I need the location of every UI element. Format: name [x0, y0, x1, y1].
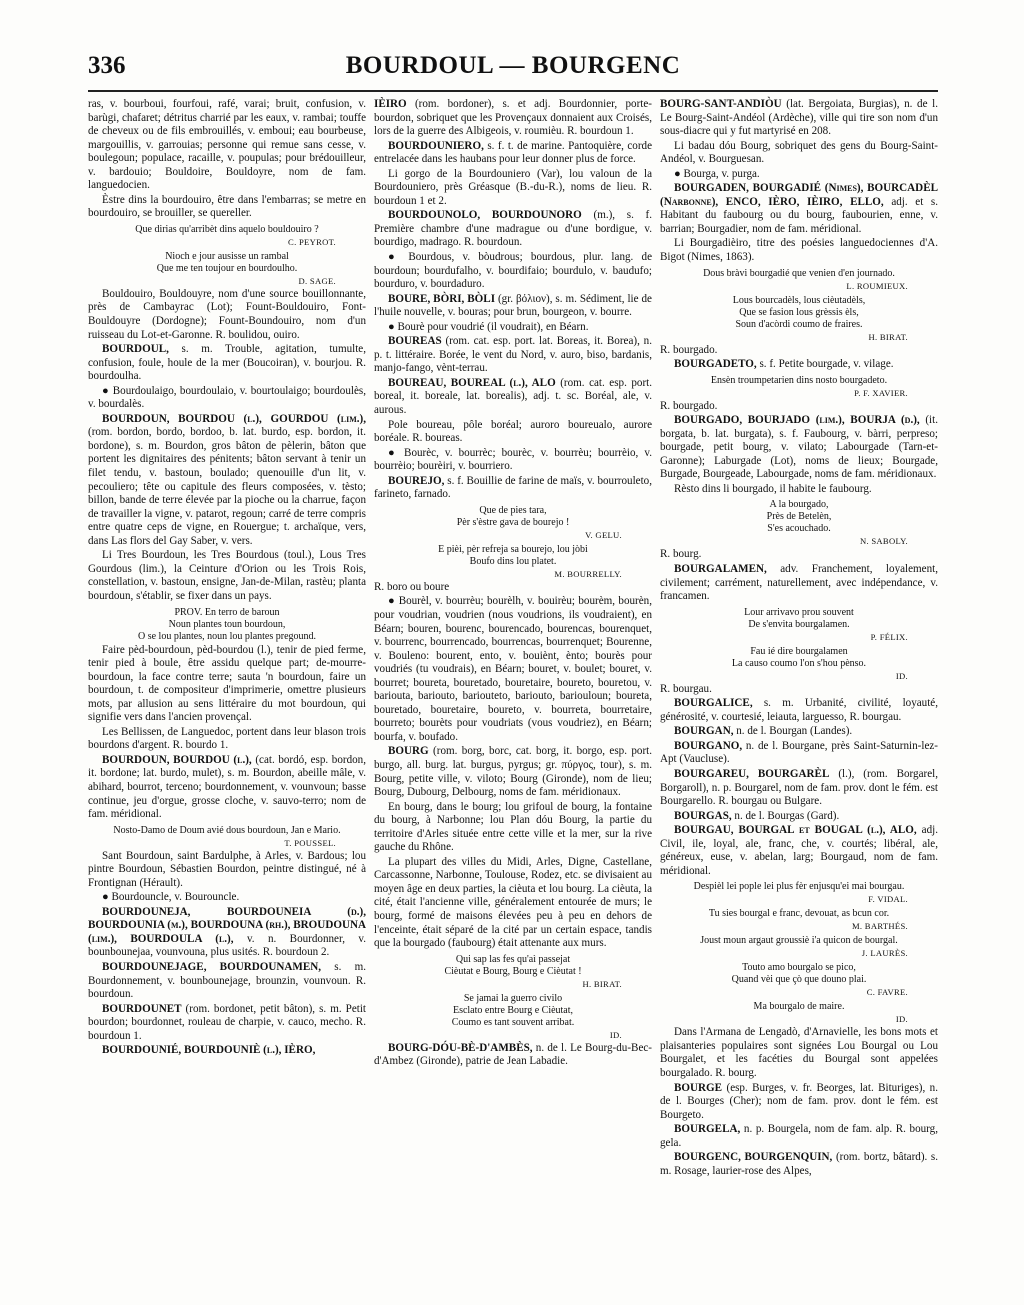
dictionary-entry: [660, 414, 938, 482]
entry-text: (rom. bordoner), s. et adj. Bourdonnier, porte-bourdon, sobriquet que les Provençaux donnaient aux Croisés, lors de la guerre des Albigeois, v. roumièu. R. bourdoun 1.: [374, 98, 652, 138]
entry-text: (rom. bortz, bâtard). s. m. Rosage, laurier-rose des Alpes,: [660, 1151, 938, 1177]
entry-paragraph: [374, 581, 652, 595]
dictionary-entry: [660, 824, 938, 878]
entry-text: Faire pèd-bourdoun, pèd-bourdou (l.), tenir de pied ferme, tenir pied à boule, être assidu quelque part; de-mourre-bourdoun, la face contre terre; sauta 'n bourdoun, faire un bourdoun, t. de compositeur d'imprimerie, omettre plusieurs mots, par allusion au sens littéraire du mot bourdoun, qui signifie vers dans l'ancien provençal.: [88, 643, 366, 724]
entry-paragraph: [88, 891, 366, 905]
dictionary-entry: [660, 768, 938, 809]
entry-paragraph: [374, 801, 652, 855]
verse-quotation: [660, 1001, 938, 1025]
dictionary-entry: [660, 1082, 938, 1123]
entry-headword: BOURDOUN, BOURDOU (l.), GOURDOU (lim.),: [102, 412, 366, 425]
entry-text: (rom. cat. esp. port. lat. Boreas, it. Borea), n. p. t. littéraire. Borée, le vent du Nord, v. auro, biso, bardanis, manjo-fango, vènt-terrau.: [374, 335, 652, 375]
quotation-author: ID.: [895, 670, 908, 681]
entry-text: s. m. Urbanité, civilité, loyauté, générosité, v. courtesié, leiauta, larguesso, R. bourgau.: [660, 697, 938, 723]
verse-line: S'es acouchado.: [767, 523, 831, 535]
verse-line: Esclato entre Bourg e Cièutat,: [452, 1004, 574, 1016]
entry-paragraph: [660, 168, 938, 182]
quotation-author: N. SABOLY.: [859, 536, 908, 547]
verse-line: E pièi, pèr refreja sa bourejo, lou jòbi: [438, 543, 588, 555]
entry-paragraph: [88, 850, 366, 891]
verse-quotation: [660, 881, 938, 905]
entry-headword: BOURDOUNET: [102, 1002, 182, 1015]
entry-text: s. f. Petite bourgade, v. vilage.: [756, 358, 894, 371]
column-left: [88, 98, 366, 1179]
entry-text: Rèsto dins li bourgado, il habite le faubourg.: [674, 482, 872, 495]
dictionary-entry: [88, 906, 366, 960]
verse-line: De s'envita bourgalamen.: [748, 618, 850, 630]
entry-headword: BOURGAS,: [674, 809, 732, 822]
dictionary-entry: [374, 335, 652, 376]
entry-headword: BOURGELA,: [674, 1123, 741, 1136]
verse-line: Boufo dins lou platet.: [469, 555, 557, 567]
page-number: 336: [88, 52, 126, 79]
quotation-author: H. BIRAT.: [868, 331, 908, 342]
entry-paragraph: [88, 644, 366, 725]
dictionary-entry: [660, 697, 938, 724]
verse-quotation: [374, 954, 652, 990]
dictionary-entry: [374, 98, 652, 139]
entry-text: (it. borgata, b. lat. burgata), s. f. Faubourg, v. bàrri, perpreso; bourgade, petit bourg, v. vilato; Labourgade (Tarn-et-Garonne); Laburgade (Lot), noms de lieux; Bourgade, Burgade, Bourgeade, Labourgade, noms de fam. méridionaux.: [660, 414, 938, 481]
verse-quotation: [660, 646, 938, 682]
dictionary-entry: [88, 1044, 366, 1058]
entry-text: R. boro ou boure: [374, 580, 450, 593]
entry-text: (l.), (rom. Borgarel, Borgaroll), n. p. Bourgarel, nom de fam. prov. dont le fém. est Bourgarello. R. bourgau ou Bulgare.: [660, 767, 938, 808]
entry-headword: IÈIRO: [374, 98, 407, 110]
entry-text: s. m. Bourdonnement, v. bounbounejage, brounzin, vounvoun. R. bourdoun.: [88, 960, 366, 1001]
entry-text: adj. et s. Habitant du faubourg ou du bourg, faubourien, enne, v. barrian; Bourgadier, nom de fam. méridional.: [660, 195, 938, 235]
entry-text: (rom. cat. esp. port. boreal, it. boreale, lat. borealis), adj. t. sc. Boréal, ale, v. aurous.: [374, 376, 652, 417]
verse-line: O se lou plantes, noun lou plantes pregound.: [137, 630, 317, 642]
dictionary-entry: [660, 740, 938, 767]
entry-paragraph: [88, 726, 366, 753]
entry-headword: BOURDOUNEJA, BOURDOUNEIA (d.), BOURDOUNIA (m.), BOURDOUNA (rh.), BROUDOUNA (lim.), BOURDOULA (l.),: [88, 905, 366, 945]
entry-headword: BOURGADEN, BOURGADIÉ (Nimes), BOURCADÈL (Narbonne), ENCO, IÈRO, IÈIRO, ELLO,: [660, 182, 938, 208]
entry-headword: BOURGE: [674, 1081, 723, 1094]
verse-line: Dous bràvi bourgadié que venien d'en journado.: [703, 267, 895, 279]
entry-paragraph: [88, 288, 366, 342]
entry-text: R. bourgado.: [660, 343, 718, 356]
entry-headword: BOURDOUL,: [102, 343, 169, 356]
entry-paragraph: [88, 549, 366, 603]
running-head: BOURDOUL — BOURGENC: [345, 52, 681, 79]
dictionary-entry: [374, 377, 652, 418]
column-middle: [374, 98, 652, 1179]
entry-text: Pole boureau, pôle boréal; auroro boureualo, aurore boréale. R. boureas.: [374, 418, 652, 445]
verse-line: Coumo es tant souvent arribat.: [451, 1016, 575, 1028]
entry-text: (rom. borg, borc, cat. borg, it. borgo, esp. port. burgo, all. burg. lat. burgus, pyrgus; gr. πύργος, tour), s. m. Bourg, petite ville, v. viloto; Bourg (Gironde), nom de lieu; Bourg, Dubourg, Delbourg, noms de fam. méridionaux.: [374, 745, 652, 799]
entry-text: n. de l. Bourgane, près Saint-Saturnin-lez-Apt (Vaucluse).: [660, 739, 938, 766]
quotation-author: M. BARTHÉS.: [851, 921, 908, 932]
verse-quotation: [88, 825, 366, 849]
quotation-author: J. LAURÈS.: [861, 948, 908, 959]
verse-line: A la bourgado,: [769, 499, 829, 511]
dictionary-entry: [374, 209, 652, 250]
entry-headword: BOURGADO, BOURJADO (lim.), BOURJA (d.),: [674, 414, 920, 427]
dictionary-entry: [88, 1003, 366, 1044]
entry-headword: BOURGAU, BOURGAL et BOUGAL (l.), ALO,: [674, 824, 917, 837]
entry-paragraph: [660, 400, 938, 414]
entry-text: (gr. βόλιον), s. m. Sédiment, lie de l'huile nouvelle, v. bouras; pour brun, bourgeon, v. bourre.: [374, 292, 652, 319]
entry-text: n. de l. Le Bourg-du-Bec-d'Ambez (Gironde), patrie de Jean Labadie.: [374, 1041, 652, 1068]
verse-quotation: [374, 993, 652, 1041]
entry-text: La plupart des villes du Midi, Arles, Digne, Castellane, Carcassonne, Narbonne, Toulouse, Rodez, etc. se divisaient au moyen âge en deux parties, la cièuta et lou bourg. La cièuta, la cité, était l'ancienne ville, généralement entourée de murs; le bourg, formé de maisons élevées peu à peu en dehors de l'enceinte, était séparé de la cité par un certain espace, tandis que la bourgado (faubourg) était attenante aux murs.: [374, 855, 652, 950]
verse-quotation: [88, 224, 366, 248]
verse-line: Lour arrivavo prou souvent: [744, 606, 854, 618]
verse-line: PROV. En terro de baroun: [174, 606, 280, 618]
verse-line: Nosto-Damo de Doum avié dous bourdoun, Jan e Mario.: [113, 824, 341, 836]
entry-headword: BOURE, BÒRI, BÒLI: [388, 292, 496, 305]
verse-quotation: [660, 295, 938, 343]
verse-quotation: [660, 908, 938, 932]
entry-headword: BOURDOUNIÉ, BOURDOUNIÈ (l.), IÈRO,: [102, 1044, 316, 1057]
verse-line: Pèr s'èstre gava de bourejo !: [456, 516, 570, 528]
entry-text: Li badau dóu Bourg, sobriquet des gens du Bourg-Saint-Andéol, v. Bourguesan.: [660, 139, 938, 166]
entry-text: ● Bourèl, v. bourrèu; bourèlh, v. bouirèu; bourèm, bourèn, pour voudrian, voudrien (nous voudrions, ils voudraient), en Béarn; bouren, bourenc, bourencado, bourencas, bourenquet, v. bourrenc, bourrencado, bourrencas, bourrenquet; Bourenne, v. Bouleno: bourent, ento, v. bouiènt, ènto; bourès pour voudriés (tu voudrais), en Béarn; bouret, v. boulet; bouret, v. bourret; boureta, bouretado, bouretaire, boureto, bouretou, v. bariouta, bariouto, bariouteto, bariouto, bariouloun; boureta, bouretado, bouretaire, boureto, v. bourreta, bourretaire, bourreto; bourèts pour voudriats (vous voudriez), en Béarn; bourfa, v. boufado.: [374, 595, 652, 743]
entry-text: En bourg, dans le bourg; lou grifoul de bourg, la fontaine du bourg, à Narbonne; lou Plan dóu Bourg, la partie du territoire d'Arles située entre cette ville et la mer, sur la rive gauche du Rhône.: [374, 800, 652, 854]
quotation-author: C. FAVRE.: [866, 987, 908, 998]
entry-headword: BOURGALICE,: [674, 697, 753, 710]
page-header: [88, 52, 938, 86]
entry-headword: BOURG: [388, 745, 429, 758]
entry-headword: BOURGAREU, BOURGARÈL: [674, 767, 830, 780]
entry-headword: BOURDOUNIERO,: [388, 139, 484, 152]
dictionary-entry: [88, 754, 366, 822]
entry-text: Sant Bourdoun, saint Bardulphe, à Arles, v. Bardous; lou pintre Bourdoun, Sébastien Bourdon, peintre distingué, né à Frontignan (Hérault).: [88, 849, 366, 889]
verse-line: Nioch e jour ausisse un rambal: [165, 250, 289, 262]
column-right: [660, 98, 938, 1179]
entry-paragraph: [660, 683, 938, 697]
verse-line: Ensèn troumpetarien dins nosto bourgadeto.: [710, 374, 888, 386]
verse-line: Que me ten toujour en bourdoulho.: [156, 262, 298, 274]
verse-quotation: [660, 375, 938, 399]
verse-quotation: [374, 505, 652, 541]
entry-text: n. de l. Bourgas (Gard).: [731, 809, 840, 822]
entry-text: Les Bellissen, de Languedoc, portent dans leur blason trois bourdons d'argent. R. bourdo 1.: [88, 725, 366, 752]
verse-line: Touto amo bourgalo se pico,: [742, 962, 856, 974]
entry-paragraph: [660, 483, 938, 497]
entry-paragraph: [374, 595, 652, 744]
verse-line: Que se fasion lous grèssis èls,: [739, 306, 859, 318]
quotation-author: L. ROUMIEUX.: [846, 280, 908, 291]
entry-paragraph: [88, 98, 366, 193]
entry-text: v. n. Bourdonner, v. bounbounejaa, vounvouna, plus usités. R. bourdoun 2.: [88, 932, 366, 959]
verse-line: Qui sap las fes qu'aì passejat: [455, 953, 571, 965]
dictionary-entry: [660, 98, 938, 139]
dictionary-entry: [88, 961, 366, 1002]
entry-paragraph: [374, 447, 652, 474]
entry-text: ● Bourdouncle, v. Bourouncle.: [102, 891, 240, 904]
dictionary-entry: [374, 140, 652, 167]
quotation-author: ID.: [609, 1029, 622, 1040]
verse-line: Que de pies tara,: [479, 504, 547, 516]
dictionary-entry: [660, 1123, 938, 1150]
entry-headword: BOUREJO,: [388, 474, 445, 487]
entry-paragraph: [660, 344, 938, 358]
verse-line: Noun plantes toun bourdoun,: [168, 618, 286, 630]
entry-headword: BOURDOUN, BOURDOU (l.),: [102, 753, 252, 766]
dictionary-entry: [660, 1151, 938, 1178]
entry-text: s. f. Bouillie de farine de maïs, v. bourrouleto, farineto, farnado.: [374, 474, 652, 501]
entry-text: (rom. bordonet, petit bâton), s. m. Petit bourdon; bourdonnet, rouleau de charpie, v. cauco, mecho. R. bourdoun 1.: [88, 1002, 366, 1042]
entry-headword: BOURGENC, BOURGENQUIN,: [674, 1151, 833, 1164]
entry-headword: BOUREAU, BOUREAL (l.), ALO: [388, 376, 556, 389]
entry-paragraph: [88, 385, 366, 412]
dictionary-entry: [660, 182, 938, 236]
verse-line: Se jamai la guerro civilo: [463, 992, 563, 1004]
quotation-author: V. GELU.: [585, 529, 622, 540]
entry-paragraph: [660, 140, 938, 167]
entry-text: R. bourgado.: [660, 399, 718, 412]
verse-line: Lous bourcadèls, lous cièutadèls,: [732, 294, 866, 306]
verse-quotation: [88, 251, 366, 287]
entry-text: ● Bourdoulaigo, bourdoulaio, v. bourtoulaigo; bourdoulès, v. bourdalès.: [88, 384, 366, 411]
entry-text: s. m. Trouble, agitation, tumulte, confusion, foule, houle de la mer (Boucoiran), v. bourjou. R. bourdoulha.: [88, 343, 366, 383]
verse-line: Quand vèi que çò que douno plai.: [731, 974, 867, 986]
entry-paragraph: [374, 419, 652, 446]
verse-line: La causo coumo l'on s'hou pènso.: [731, 657, 867, 669]
verse-quotation: [88, 607, 366, 643]
text-columns: [88, 98, 938, 1179]
entry-paragraph: [88, 194, 366, 221]
entry-text: R. bourg.: [660, 548, 702, 561]
entry-text: n. de l. Bourgan (Landes).: [733, 725, 853, 738]
entry-text: Dans l'Armana de Lengadò, d'Arnavielle, les bons mots et plaisanteries populaires sont signées Lou Bourgal ou Lou Bourgalet, et les facéties du Bourgal sont appelées bourgalado. R. bourg.: [660, 1026, 938, 1079]
quotation-author: M. BOURRELLY.: [554, 568, 622, 579]
entry-text: ● Bourdous, v. bòudrous; bourdous, plur. lang. de bourdoun; bourdufalho, v. bourdifaio; bourdulo, v. baudufo; bourduro, v. bourdaduro.: [374, 251, 652, 291]
entry-text: (m.), s. f. Première chambre d'une madrague ou d'une bordigue, v. bourdigo, madrago. R. bourdoun.: [374, 209, 653, 249]
quotation-author: D. SAGE.: [298, 275, 336, 286]
dictionary-entry: [88, 343, 366, 384]
verse-line: Que dirias qu'arribèt dins aquelo bouldouiro ?: [135, 223, 319, 235]
entry-text: ● Bourèc, v. bourrèc; bourèc, v. bourrèu; bourrèio, v. bourrèio; bourèiri, v. bourriero.: [374, 446, 652, 473]
dictionary-entry: [374, 745, 652, 799]
entry-paragraph: [660, 548, 938, 562]
entry-text: s. f. t. de marine. Pantoquière, corde entrelacée dans les haubans pour leur donner plus de force.: [374, 139, 652, 166]
entry-headword: BOURGALAMEN,: [674, 563, 767, 576]
dictionary-entry: [88, 413, 366, 548]
verse-line: Soun d'acòrdi coumo de fraires.: [735, 318, 863, 330]
dictionary-entry: [374, 293, 652, 320]
entry-headword: BOURGANO,: [674, 739, 743, 752]
entry-headword: BOURG-DÓU-BÈ-D'AMBÈS,: [388, 1041, 533, 1054]
entry-text: Bouldouiro, Bouldouyre, nom d'une source bouillonnante, près de Cambayrac (Lot); Fount-Bouldouiro, Font-Bouldouyre (Dordogne); Fount-Boundouiro, nom d'un ruisseau du Lot-et-Garonne. R. boulidou, ouiro.: [88, 287, 366, 341]
entry-text: (lat. Bergoiata, Burgias), n. de l. Le Bourg-Saint-Andéol (Ardèche), ville qui tire son nom d'un sous-diacre qui y fut martyrisé en 208.: [660, 98, 938, 138]
entry-text: ● Bourè pour voudrié (il voudrait), en Béarn.: [388, 320, 589, 333]
entry-headword: BOURGAN,: [674, 725, 734, 738]
quotation-author: H. BIRAT.: [582, 978, 622, 989]
entry-text: Li gorgo de la Bourdouniero (Var), lou valoun de la Bourdouniero, près Gréasque (B.-du-R.), noms de lieu. R. bourdoun 1 et 2.: [374, 167, 652, 207]
entry-text: adv. Franchement, loyalement, civilement; carrément, naturellement, avec indépendance, v. francamen.: [660, 563, 938, 603]
entry-paragraph: [374, 251, 652, 292]
verse-quotation: [660, 268, 938, 292]
entry-text: n. p. Bourgela, nom de fam. alp. R. bourg, gela.: [660, 1123, 938, 1149]
entry-text: (esp. Burges, v. fr. Beorges, lat. Bituriges), n. de l. Bourges (Cher); nom de fam. prov. dont le fém. est Bourgeto.: [660, 1081, 938, 1121]
entry-text: R. bourgau.: [660, 682, 712, 695]
verse-quotation: [660, 962, 938, 998]
entry-text: Li Tres Bourdoun, les Tres Bourdous (toul.), Lous Tres Gourdous (lim.), la Ceinture d'Orion ou les Trois Rois, constellation, v. bastoun, ensigne, Jan-de-Milan, rastèu; planta bourdoun, s'établir, se fixer dans un pays.: [88, 549, 366, 602]
entry-headword: BOURG-SANT-ANDIÒU: [660, 98, 782, 110]
quotation-author: F. VIDAL.: [868, 894, 908, 905]
entry-text: adj. Civil, ile, loyal, ale, franc, che, v. courtés; libéral, ale, généreux, euse, v. abelan, larg; Bourgaud, nom de fam. méridional.: [660, 824, 938, 877]
verse-quotation: [660, 935, 938, 959]
quotation-author: T. POUSSEL.: [284, 837, 336, 848]
dictionary-entry: [374, 475, 652, 502]
entry-paragraph: [374, 168, 652, 209]
quotation-author: P. F. XAVIER.: [854, 387, 908, 398]
quotation-author: ID.: [895, 1014, 908, 1025]
verse-line: Cièutat e Bourg, Bourg e Cièutat !: [444, 965, 582, 977]
entry-text: (cat. bordó, esp. bordon, it. bordone; lat. burdo, mulet), s. m. Bourdon, abeille mâle, v. abihard, bourrot, terceno; bourdonnement, v. vounvoun; basse continue, jeu d'orgue, grosse cloche, v. sauvo-terro; nom de fam. méridional.: [88, 753, 366, 821]
entry-paragraph: [374, 856, 652, 951]
verse-line: Près de Betelèn,: [766, 511, 832, 523]
verse-quotation: [660, 607, 938, 643]
entry-text: Li Bourgadièiro, titre des poésies languedociennes d'A. Bigot (Nimes, 1863).: [660, 237, 938, 264]
verse-line: Fau ié dire bourgalamen: [750, 645, 848, 657]
verse-line: Joust moun argaut groussiè i'a quicon de bourgal.: [700, 935, 898, 947]
entry-paragraph: [374, 321, 652, 335]
verse-quotation: [660, 499, 938, 547]
verse-line: Tu sies bourgal e franc, devouat, as bcun cor.: [708, 908, 890, 920]
entry-paragraph: [660, 1026, 938, 1080]
quotation-author: P. FÉLIX.: [870, 631, 908, 642]
dictionary-entry: [660, 725, 938, 739]
quotation-author: C. PEYROT.: [288, 236, 336, 247]
dictionary-entry: [660, 810, 938, 824]
entry-text: ras, v. bourboui, fourfoui, rafé, varai; bruit, confusion, v. barùgi, chafaret; détritus charrié par les eaux, v. rambai; touffe de cheveux ou de fils embrouillés, v. emboui; eau bourbeuse, margouillis, v. garrouias; personne qui remue sans cesse, v. boulegoun; populace, racaille, v. poupulas; pour brédouilleur, v. bardouio; Bouldoire, Bouldoyre, nom de fam. languedocien.: [88, 98, 366, 192]
entry-text: ● Bourga, v. purga.: [674, 167, 760, 180]
entry-paragraph: [660, 237, 938, 264]
entry-headword: BOURGADETO,: [674, 358, 757, 371]
dictionary-entry: [660, 563, 938, 604]
verse-line: Despièl lei pople lei plus fèr enjusqu'ei mai bourgau.: [693, 881, 905, 893]
dictionary-entry: [374, 1042, 652, 1069]
verse-quotation: [374, 544, 652, 580]
header-rule: [88, 90, 938, 92]
entry-text: (rom. bordon, bordo, bordoo, b. lat. burdo, esp. bordon, it. bordone), s. m. Bourdon, gros bâton de pèlerin, bâton que portent les dignitaires des pénitents; bâton servant à tenir un filet tendu, v. bastoun, boulado; quenouille d'un lit, v. pecouliero; tête ou capitule des fleurs composées, v. tèsto; billon, bande de terre élevée par la pioche ou la charrue, façon de travailler la vigne, v. patarot, regoun; carré de terre compris entre quatre ceps de vigne, en Rouergue; t. archaïque, vers, dans Las flors del Gay Saber, v. vers.: [88, 426, 366, 547]
verse-line: Ma bourgalo de maire.: [753, 1001, 845, 1013]
entry-headword: BOURDOUNOLO, BOURDOUNORO: [388, 209, 582, 222]
entry-text: Èstre dins la bourdouiro, être dans l'embarras; se metre en bourdouiro, se brouiller, se quereller.: [88, 193, 366, 220]
entry-headword: BOUREAS: [388, 335, 442, 348]
dictionary-entry: [660, 358, 938, 372]
entry-headword: BOURDOUNEJAGE, BOURDOUNAMEN,: [102, 960, 322, 973]
